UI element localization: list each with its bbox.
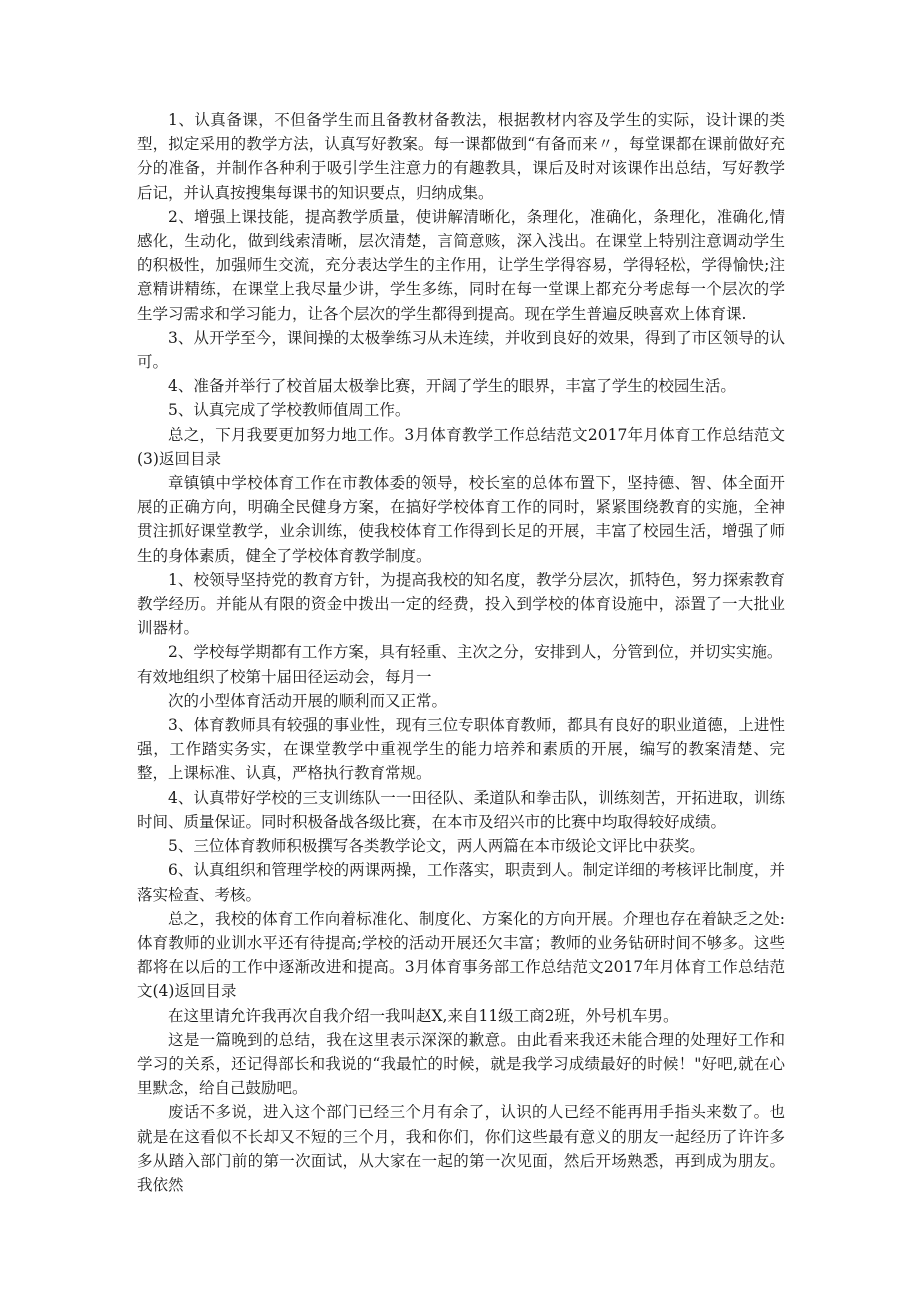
paragraph: 6、认真组织和管理学校的两课两操，工作落实，职责到人。制定详细的考核评比制度，并落实检查、考核。 xyxy=(137,861,785,904)
paragraph: 废话不多说，进入这个部门已经三个月有余了，认识的人已经不能再用手指头来数了。也就是在这看似不长却又不短的三个月，我和你们，你们这些最有意义的朋友一起经历了许许多多从踏入部门前的第一次面试，从大家在一起的第一次见面，然后开场熟悉，再到成为朋友。我依然 xyxy=(137,1103,785,1194)
paragraph: 在这里请允许我再次自我介绍一我叫赵X,来自11级工商2班，外号机车男。 xyxy=(168,1006,679,1025)
paragraph: 4、准备并举行了校首届太极拳比赛，开阔了学生的眼界，丰富了学生的校园生活。 xyxy=(168,377,736,396)
paragraph: 3、体育教师具有较强的事业性，现有三位专职体育教师，都具有良好的职业道德，上进性强，工作踏实务实，在课堂教学中重视学生的能力培养和素质的开展，编写的教案清楚、完整，上课标准、认真，严格执行教育常规。 xyxy=(137,716,785,783)
paragraph: 2、增强上课技能，提高教学质量，使讲解清晰化，条理化，准确化，条理化，准确化,情感化，生动化，做到线索清晰，层次清楚，言简意赅，深入浅出。在课堂上特别注意调动学生的积极性，加强师生交流，充分表达学生的主作用，让学生学得容易，学得轻松，学得愉快;注意精讲精练，在课堂上我尽量少讲，学生多练，同时在每一堂课上都充分考虑每一个层次的学生学习需求和学习能力，让各个层次的学生都得到提高。现在学生普遍反映喜欢上体育课. xyxy=(137,207,785,323)
paragraph: 总之，我校的体育工作向着标准化、制度化、方案化的方向开展。介理也存在着缺乏之处:体育教师的业训水平还有待提高;学校的活动开展还欠丰富；教师的业务钻研时间不够多。这些都将在以后的工作中逐渐改进和提高。3月体育事务部工作总结范文2017年月体育工作总结范文(4)返回目录 xyxy=(137,909,785,1001)
paragraph: 5、认真完成了学校教师值周工作。 xyxy=(168,401,411,420)
paragraph: 这是一篇晚到的总结，我在这里表示深深的歉意。由此看来我还未能合理的处理好工作和学习的关系，还记得部长和我说的“我最忙的时候，就是我学习成绩最好的时候！"好吧,就在心里默念，给自己鼓励吧。 xyxy=(137,1030,785,1098)
paragraph: 5、三位体育教师积极撰写各类教学论文，两人两篇在本市级论文评比中获奖。 xyxy=(168,837,705,856)
paragraph: 章镇镇中学校体育工作在市教体委的领导，校长室的总体布置下，坚持德、智、体全面开展的正确方向，明确全民健身方案，在搞好学校体育工作的同时，紧紧围绕教育的实施，全神贯注抓好课堂教学，业余训练，使我校体育工作得到长足的开展，丰富了校园生活，增强了师生的身体素质，健全了学校体育教学制度。 xyxy=(137,474,785,565)
paragraph: 总之，下月我要更加努力地工作。3月体育教学工作总结范文2017年月体育工作总结范文(3)返回目录 xyxy=(137,425,785,468)
paragraph: 3、从开学至今，课间操的太极拳练习从未连续，并收到良好的效果，得到了市区领导的认可。 xyxy=(137,328,785,372)
paragraph: 1、校领导坚持党的教育方针，为提高我校的知名度，教学分层次，抓特色，努力探索教育教学经历。并能从有限的资金中拨出一定的经费，投入到学校的体育设施中，添置了一大批业训器材。 xyxy=(137,570,785,638)
paragraph: 有效地组织了校第十届田径运动会，每月一 xyxy=(137,667,432,686)
document-body xyxy=(137,108,785,1197)
paragraph: 2、学校每学期都有工作方案，具有轻重、主次之分，安排到人，分管到位，并切实实施。 xyxy=(168,643,783,662)
paragraph: 次的小型体育活动开展的顺利而又正常。 xyxy=(168,691,448,710)
paragraph: 4、认真带好学校的三支训练队一一田径队、柔道队和拳击队，训练刻苦，开拓进取，训练时间、质量保证。同时积极备战各级比赛，在本市及绍兴市的比赛中均取得较好成绩。 xyxy=(137,788,785,831)
paragraph: 1、认真备课，不但备学生而且备教材备教法，根据教材内容及学生的实际，设计课的类型，拟定采用的教学方法，认真写好教案。每一课都做到“有备而来〃，每堂课都在课前做好充分的准备，并制作各种利于吸引学生注意力的有趣教具，课后及时对该课作出总结，写好教学后记，并认真按搜集每课书的知识要点，归纳成集。 xyxy=(137,111,785,202)
